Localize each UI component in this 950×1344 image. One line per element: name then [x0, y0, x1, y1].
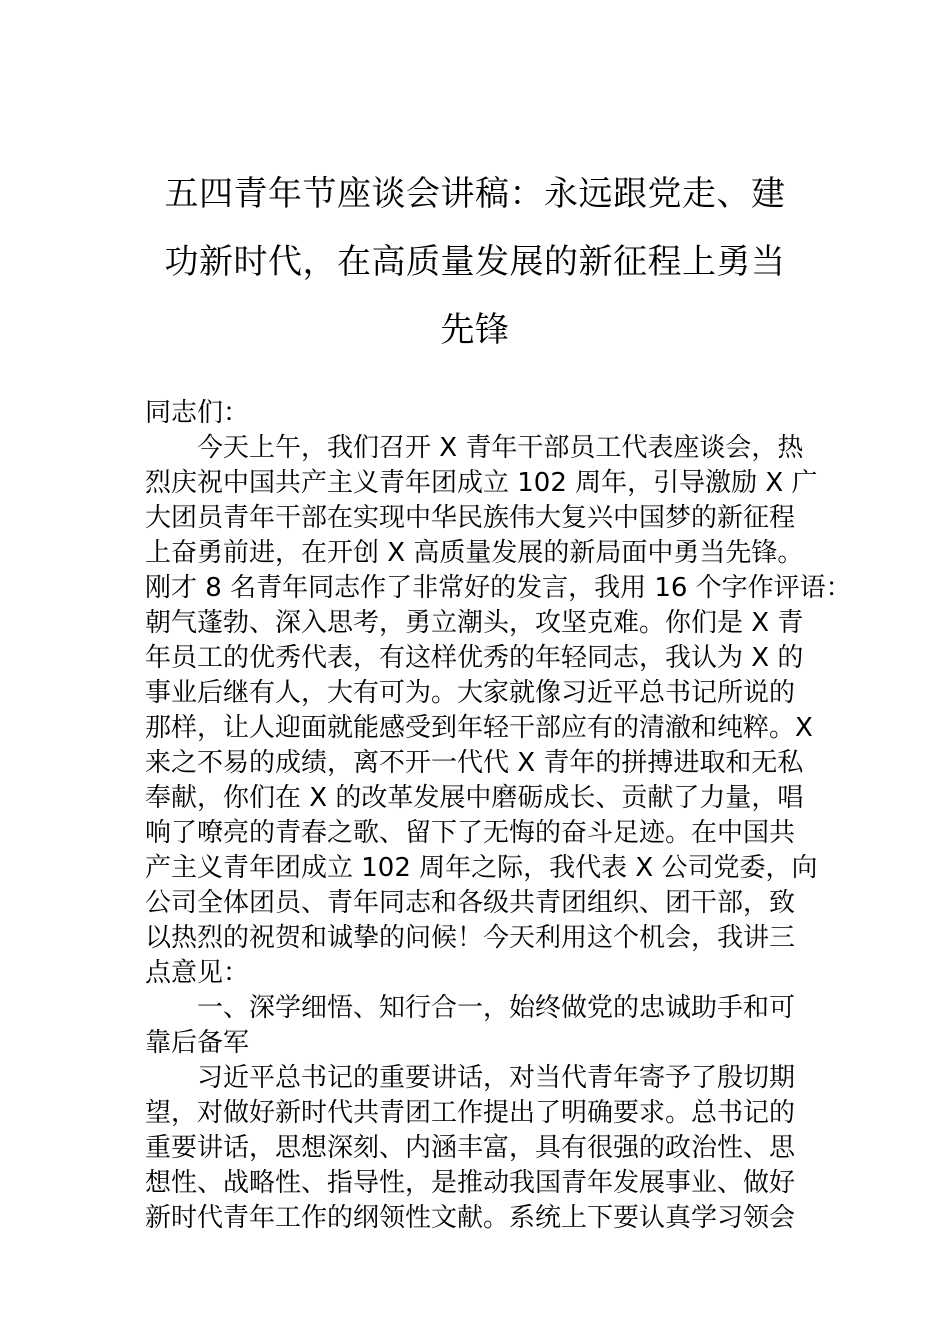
body-line: 点意见：: [145, 958, 250, 988]
title-line: 五四青年节座谈会讲稿：永远跟党走、建: [164, 174, 786, 214]
body-line: 年员工的优秀代表，有这样优秀的年轻同志，我认为 X 的: [145, 643, 804, 673]
title-line: 功新时代，在高质量发展的新征程上勇当: [164, 242, 786, 282]
body-line: 新时代青年工作的纲领性文献。系统上下要认真学习领会: [145, 1203, 796, 1233]
body-line: 习近平总书记的重要讲话，对当代青年寄予了殷切期: [145, 1063, 796, 1093]
salutation: 同志们：: [145, 398, 250, 428]
document-title: [140, 160, 810, 364]
body-line: 奉献，你们在 X 的改革发展中磨砺成长、贡献了力量，唱: [145, 783, 804, 813]
body-line: 事业后继有人，大有可为。大家就像习近平总书记所说的: [145, 678, 796, 708]
body-line: 以热烈的祝贺和诚挚的问候！今天利用这个机会，我讲三: [145, 923, 796, 953]
section-heading: 靠后备军: [145, 1028, 250, 1058]
title-line: 先锋: [440, 310, 510, 350]
body-line: 公司全体团员、青年同志和各级共青团组织、团干部，致: [145, 888, 796, 918]
body-line: 大团员青年干部在实现中华民族伟大复兴中国梦的新征程: [145, 503, 796, 533]
body-line: 产主义青年团成立 102 周年之际，我代表 X 公司党委，向: [145, 853, 818, 883]
body-line: 上奋勇前进，在开创 X 高质量发展的新局面中勇当先锋。: [145, 538, 804, 568]
body-line: 望，对做好新时代共青团工作提出了明确要求。总书记的: [145, 1098, 796, 1128]
body-line: 那样，让人迎面就能感受到年轻干部应有的清澈和纯粹。X: [145, 713, 813, 743]
body-line: 响了嘹亮的青春之歌、留下了无悔的奋斗足迹。在中国共: [145, 818, 796, 848]
body-line: 重要讲话，思想深刻、内涵丰富，具有很强的政治性、思: [145, 1133, 796, 1163]
body-line: 朝气蓬勃、深入思考，勇立潮头，攻坚克难。你们是 X 青: [145, 608, 804, 638]
body-line: 烈庆祝中国共产主义青年团成立 102 周年，引导激励 X 广: [145, 468, 818, 498]
document-body: [145, 396, 852, 1236]
body-line: 今天上午，我们召开 X 青年干部员工代表座谈会，热: [145, 433, 804, 463]
body-line: 来之不易的成绩，离不开一代代 X 青年的拼搏进取和无私: [145, 748, 804, 778]
body-line: 想性、战略性、指导性，是推动我国青年发展事业、做好: [145, 1168, 796, 1198]
body-line: 刚才 8 名青年同志作了非常好的发言，我用 16 个字作评语：: [145, 573, 852, 603]
section-heading: 一、深学细悟、知行合一，始终做党的忠诚助手和可: [145, 993, 796, 1023]
